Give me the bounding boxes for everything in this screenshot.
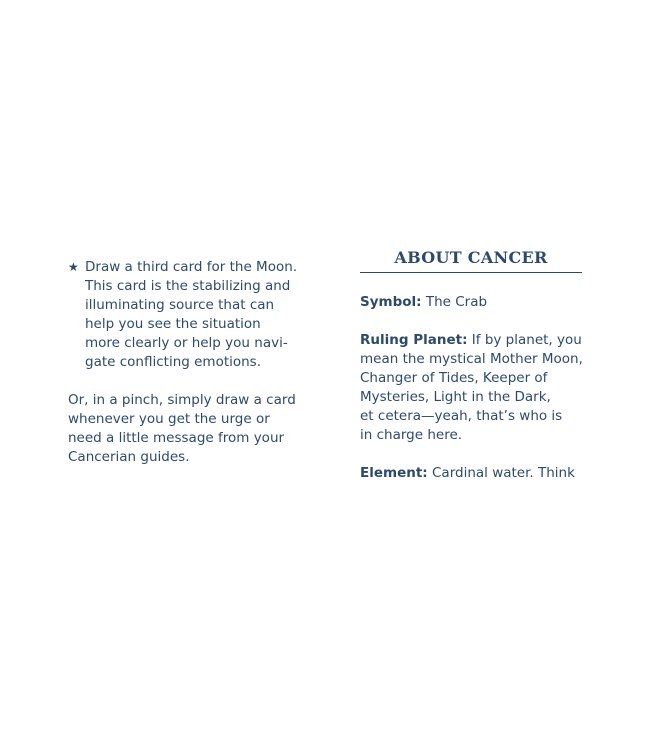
bullet-line: illuminating source that can — [85, 297, 275, 313]
element-value: Cardinal water. Think — [427, 465, 575, 481]
ruling-planet-line: Changer of Tides, Keeper of — [360, 370, 548, 386]
star-icon: ★ — [68, 260, 79, 274]
paragraph-line: whenever you get the urge or — [68, 411, 270, 427]
ruling-planet-first-line — [360, 331, 585, 350]
section-heading: ABOUT CANCER — [360, 248, 582, 273]
bullet-line: help you see the situation — [85, 316, 261, 332]
symbol-value: The Crab — [421, 294, 488, 310]
element-label: Element: — [360, 465, 428, 481]
bullet-line: Draw a third card for the Moon. — [85, 259, 298, 275]
paragraph-line: need a little message from your — [68, 430, 285, 446]
symbol-field — [360, 293, 585, 312]
ruling-planet-field — [360, 331, 585, 445]
ruling-planet-label: Ruling Planet: — [360, 332, 468, 348]
bullet-line: This card is the stabilizing and — [85, 278, 291, 294]
bullet-line: more clearly or help you navi- — [85, 335, 288, 351]
pinch-paragraph — [68, 391, 308, 467]
left-column — [68, 258, 308, 467]
right-column — [360, 248, 585, 483]
paragraph-line: Or, in a pinch, simply draw a card — [68, 392, 296, 408]
element-field — [360, 464, 585, 483]
paragraph-line: Cancerian guides. — [68, 449, 190, 465]
bullet-line: gate conflicting emotions. — [85, 354, 262, 370]
ruling-planet-line: et cetera—yeah, that’s who is — [360, 408, 563, 424]
ruling-planet-value: If by planet, you — [467, 332, 582, 348]
symbol-line — [360, 293, 585, 312]
symbol-label: Symbol: — [360, 294, 422, 310]
bullet-text — [85, 258, 308, 372]
ruling-planet-line: mean the mystical Mother Moon, — [360, 351, 583, 367]
ruling-planet-line: in charge here. — [360, 427, 463, 443]
bullet-item — [68, 258, 308, 372]
ruling-planet-line: Mysteries, Light in the Dark, — [360, 389, 551, 405]
element-line — [360, 464, 585, 483]
